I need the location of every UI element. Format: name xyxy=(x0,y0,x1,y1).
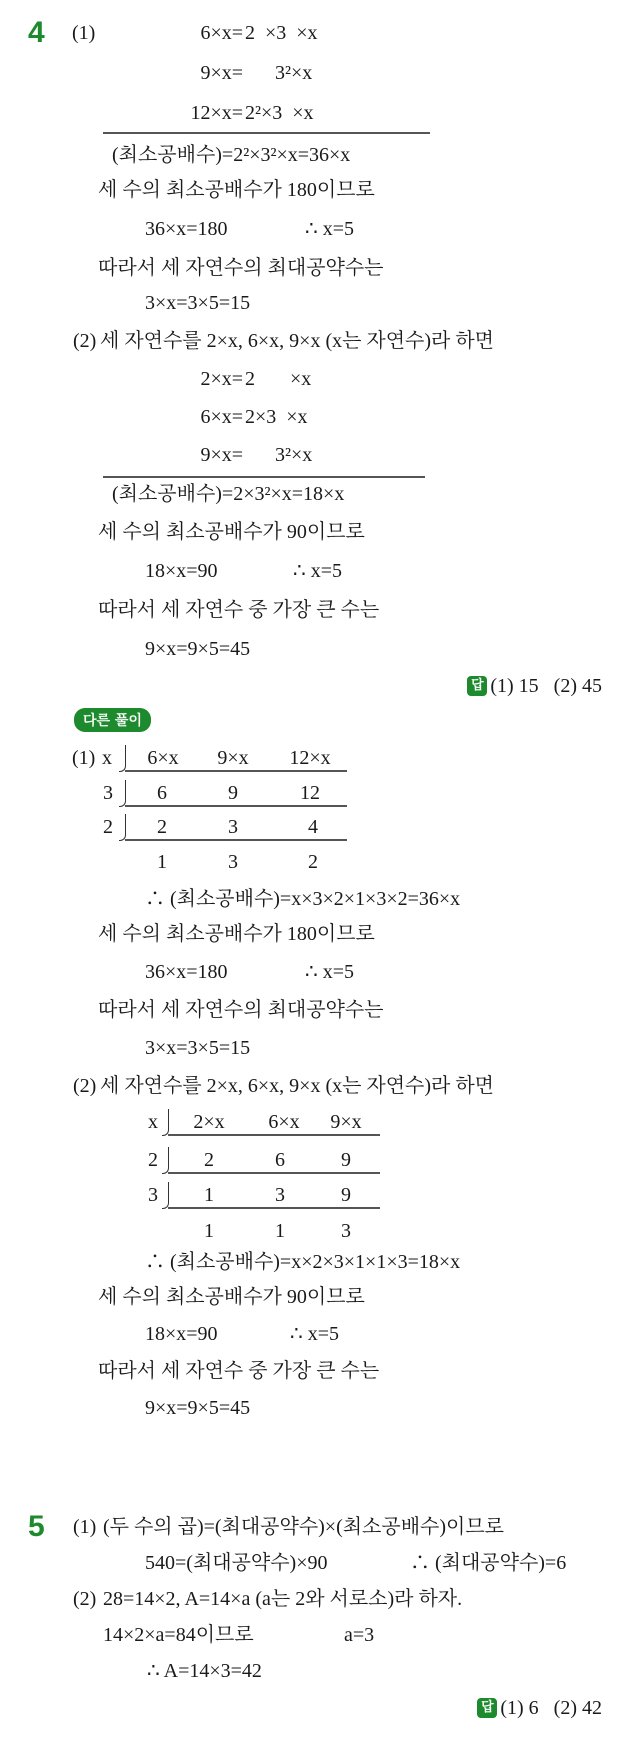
divider-rule xyxy=(103,132,430,134)
equation-rhs: 2 ×x xyxy=(245,368,312,390)
ladder-cell: 6×x xyxy=(268,1111,300,1133)
ladder-rule xyxy=(168,1207,380,1209)
equation-lhs: 9×x= xyxy=(200,444,243,466)
ladder-cell: 12×x xyxy=(289,747,331,769)
part-label: (2) xyxy=(73,330,97,352)
ladder-cell: 3 xyxy=(341,1220,351,1242)
divider-rule xyxy=(103,476,425,478)
problem-number: 4 xyxy=(28,16,45,49)
ladder-cell: 2 xyxy=(157,816,167,838)
equation-line: 3×x=3×5=15 xyxy=(145,1037,251,1059)
ladder-bracket xyxy=(162,1147,169,1174)
ladder-cell: 6×x xyxy=(147,747,179,769)
text-line: 세 수의 최소공배수가 180이므로 xyxy=(98,923,375,945)
text-line: 세 자연수를 2×x, 6×x, 9×x (x는 자연수)라 하면 xyxy=(100,330,494,352)
text-line: 따라서 세 자연수의 최대공약수는 xyxy=(98,999,384,1021)
equation-line: 18×x=90 xyxy=(145,560,218,582)
lcm-line: (최소공배수)=2²×3²×x=36×x xyxy=(112,144,351,166)
equation-rhs: 2²×3 ×x xyxy=(245,102,314,124)
part-label: (1) xyxy=(73,1516,97,1538)
ladder-divisor: 3 xyxy=(103,782,113,804)
ladder-cell: 9×x xyxy=(330,1111,362,1133)
ladder-divisor: x xyxy=(148,1111,158,1133)
ladder-cell: 2 xyxy=(308,851,318,873)
text-line: 28=14×2, A=14×a (a는 2와 서로소)라 하자. xyxy=(103,1588,463,1610)
part-label: (1) xyxy=(72,747,96,769)
answer-icon: 답 xyxy=(467,676,487,696)
ladder-rule xyxy=(125,805,347,807)
ladder-cell: 12 xyxy=(300,782,320,804)
ladder-rule xyxy=(125,770,347,772)
lcm-line: (최소공배수)=2×3²×x=18×x xyxy=(112,483,345,505)
ladder-cell: 1 xyxy=(204,1220,214,1242)
text-line: 세 수의 최소공배수가 90이므로 xyxy=(98,1286,365,1308)
text-line: 세 자연수를 2×x, 6×x, 9×x (x는 자연수)라 하면 xyxy=(100,1075,494,1097)
equation-rhs: 3²×x xyxy=(245,62,313,84)
problem-number: 5 xyxy=(28,1510,45,1543)
equation-line: 36×x=180 xyxy=(145,961,228,983)
ladder-cell: 1 xyxy=(204,1184,214,1206)
equation-line: 3×x=3×5=15 xyxy=(145,292,251,314)
result-line: ∴ x=5 xyxy=(305,961,355,983)
ladder-cell: 9×x xyxy=(217,747,249,769)
ladder-divisor: 2 xyxy=(148,1149,158,1171)
ladder-cell: 6 xyxy=(157,782,167,804)
equation-line: 540=(최대공약수)×90 xyxy=(145,1552,328,1574)
text-line: 따라서 세 자연수 중 가장 큰 수는 xyxy=(98,599,380,621)
equation-line: 9×x=9×5=45 xyxy=(145,638,251,660)
text-line: 따라서 세 자연수 중 가장 큰 수는 xyxy=(98,1360,380,1382)
answer-icon: 답 xyxy=(477,1698,497,1718)
equation-rhs: 3²×x xyxy=(245,444,313,466)
ladder-cell: 3 xyxy=(275,1184,285,1206)
ladder-cell: 9 xyxy=(341,1184,351,1206)
ladder-divisor: 2 xyxy=(103,816,113,838)
ladder-cell: 1 xyxy=(275,1220,285,1242)
text-line: 따라서 세 자연수의 최대공약수는 xyxy=(98,257,384,279)
answer-text: (1) 6 (2) 42 xyxy=(500,1697,602,1719)
ladder-cell: 3 xyxy=(228,816,238,838)
equation-lhs: 9×x= xyxy=(200,62,243,84)
part-label: (2) xyxy=(73,1075,97,1097)
ladder-cell: 3 xyxy=(228,851,238,873)
ladder-cell: 2 xyxy=(204,1149,214,1171)
equation-line: 14×2×a=84이므로 xyxy=(103,1624,254,1646)
ladder-rule xyxy=(168,1134,380,1136)
ladder-divisor: x xyxy=(102,747,112,769)
text-line: 세 수의 최소공배수가 180이므로 xyxy=(98,179,375,201)
equation-rhs: 2 ×3 ×x xyxy=(245,22,318,44)
result-line: ∴ (최대공약수)=6 xyxy=(410,1552,567,1574)
equation-line: 18×x=90 xyxy=(145,1323,218,1345)
ladder-cell: 9 xyxy=(341,1149,351,1171)
equation-line: 9×x=9×5=45 xyxy=(145,1397,251,1419)
text-line: (두 수의 곱)=(최대공약수)×(최소공배수)이므로 xyxy=(103,1516,504,1538)
answer-line xyxy=(467,674,602,698)
part-label: (2) xyxy=(73,1588,97,1610)
equation-lhs: 6×x= xyxy=(200,406,243,428)
result-line: ∴ x=5 xyxy=(305,218,355,240)
part-label: (1) xyxy=(72,22,96,44)
equation-rhs: 2×3 ×x xyxy=(245,406,308,428)
equation-lhs: 2×x= xyxy=(200,368,243,390)
result-line: ∴ x=5 xyxy=(293,560,343,582)
ladder-cell: 6 xyxy=(275,1149,285,1171)
ladder-divisor: 3 xyxy=(148,1184,158,1206)
answer-text: (1) 15 (2) 45 xyxy=(490,675,602,697)
ladder-cell: 1 xyxy=(157,851,167,873)
equation-lhs: 6×x= xyxy=(200,22,243,44)
ladder-bracket xyxy=(162,1182,169,1209)
ladder-rule xyxy=(125,839,347,841)
alt-solution-badge: 다른 풀이 xyxy=(74,708,151,732)
text-line: 세 수의 최소공배수가 90이므로 xyxy=(98,521,365,543)
result-line: a=3 xyxy=(344,1624,375,1646)
ladder-bracket xyxy=(162,1109,169,1136)
answer-line xyxy=(477,1696,602,1720)
result-line: ∴ A=14×3=42 xyxy=(147,1660,262,1682)
equation-line: 36×x=180 xyxy=(145,218,228,240)
result-line: ∴ x=5 xyxy=(290,1323,340,1345)
equation-lhs: 12×x= xyxy=(190,102,243,124)
lcm-line: ∴ (최소공배수)=x×3×2×1×3×2=36×x xyxy=(145,888,461,910)
ladder-cell: 9 xyxy=(228,782,238,804)
ladder-cell: 4 xyxy=(308,816,318,838)
ladder-rule xyxy=(168,1172,380,1174)
ladder-cell: 2×x xyxy=(193,1111,225,1133)
lcm-line: ∴ (최소공배수)=x×2×3×1×1×3=18×x xyxy=(145,1251,461,1273)
